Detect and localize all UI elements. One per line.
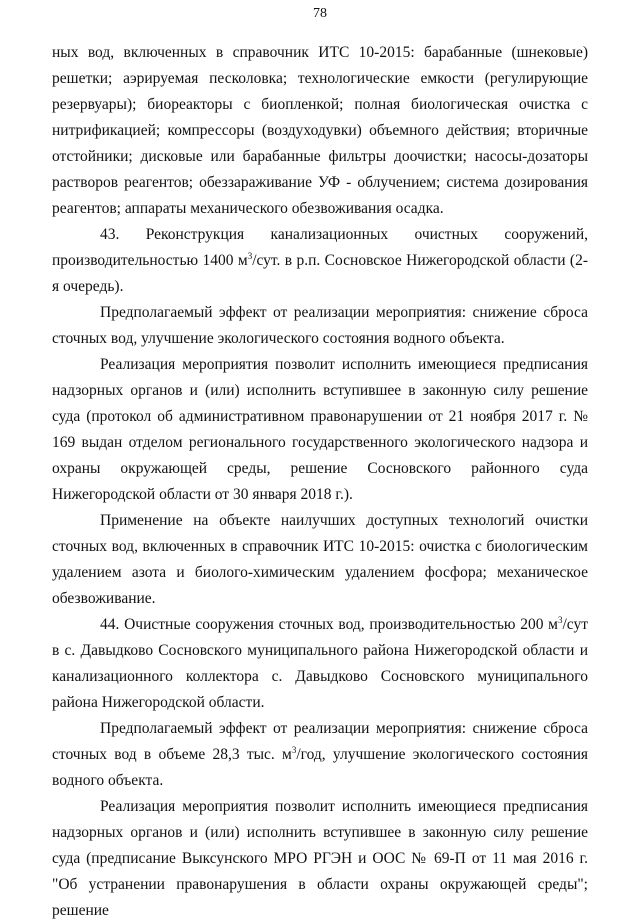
document-body [52,40,588,924]
paragraph-item-44-effect [52,716,588,794]
paragraph-item-43-legal: Реализация мероприятия позволит исполнить имеющиеся предписания надзорных органов и (или) исполнить вступившее в законную силу решение суда (протокол об административном правонарушении от 21 ноября 2017 г. № 169 выдан отделом регионального государственного экологического надзора и охраны окружающей среды, решение Сосновского районного суда Нижегородской области от 30 января 2018 г.). [52,356,588,503]
paragraph-item-43-effect: Предполагаемый эффект от реализации мероприятия: снижение сброса сточных вод, улучшение экологического состояния водного объекта. [52,304,588,347]
paragraph-text: /сут в с. Давыдково Сосновского муниципального района Нижегородской области и канализационного коллектора с. Давыдково Сосновского муниципального района Нижегородской области. [52,616,588,711]
paragraph-text: 44. Очистные сооружения сточных вод, производительностью 200 м [100,616,558,633]
superscript-3: 3 [291,745,297,755]
paragraph-text: 43. Реконструкция канализационных очистных сооружений, производительностью 1400 м [52,226,588,269]
paragraph-item-43-technologies: Применение на объекте наилучших доступных технологий очистки сточных вод, включенных в справочник ИТС 10-2015: очистка с биологическим удалением азота и биолого-химическим удалением фосфора; механическое обезвоживание. [52,512,588,607]
paragraph-text: Предполагаемый эффект от реализации мероприятия: снижение сброса сточных вод в объеме 28,3 тыс. м [52,720,588,763]
paragraph-text: /год, улучшение экологического состояния водного объекта. [52,746,588,789]
paragraph-itc-technologies-continued: ных вод, включенных в справочник ИТС 10-2015: барабанные (шнековые) решетки; аэрируемая песколовка; технологические емкости (регулирующие резервуары); биореакторы с биопленкой; полная биологическая очистка с нитрификацией; компрессоры (воздуходувки) объемного действия; вторичные отстойники; дисковые или барабанные фильтры доочистки; насосы-дозаторы растворов реагентов; обеззараживание УФ - облучением; система дозирования реагентов; аппараты механического обезвоживания осадка. [52,44,588,217]
paragraph-item-43-title [52,222,588,300]
superscript-3: 3 [247,251,253,261]
paragraph-text: /сут. в р.п. Сосновское Нижегородской области (2-я очередь). [52,252,588,295]
paragraph-item-44-title [52,612,588,716]
paragraph-item-44-legal: Реализация мероприятия позволит исполнить имеющиеся предписания надзорных органов и (или) исполнить вступившее в законную силу решение суда (предписание Выксунского МРО РГЭН и ООС № 69-П от 11 мая 2016 г. "Об устранении правонарушения в области охраны окружающей среды"; решение [52,798,588,919]
page-number: 78 [313,6,327,21]
superscript-3: 3 [557,615,563,625]
